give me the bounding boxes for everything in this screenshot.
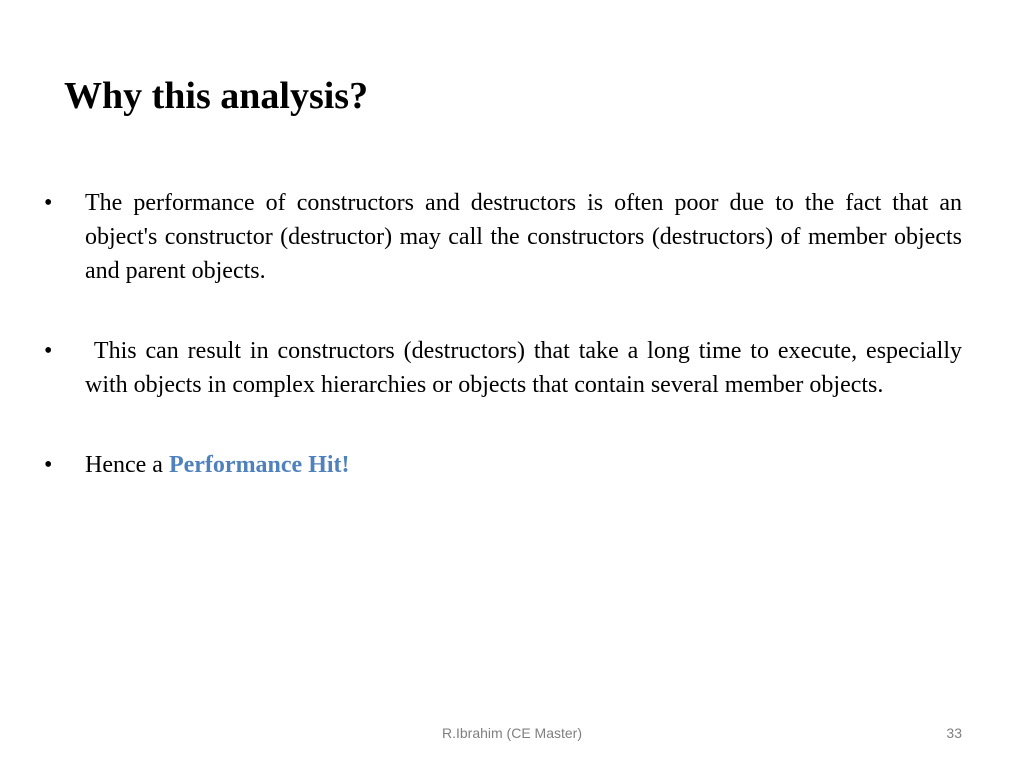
bullet-item [44, 448, 962, 482]
bullet-text: This can result in constructors (destructors) that take a long time to execute, especially with objects in complex hierarchies or objects that contain several member objects. [85, 338, 969, 398]
bullet-marker: • [44, 190, 53, 216]
bullet-item [44, 334, 969, 402]
bullet-text: The performance of constructors and destructors is often poor due to the fact that an object's constructor (destructor) may call the constructors (destructors) of member objects and parent objects. [85, 190, 962, 284]
bullet-marker: • [44, 452, 53, 478]
performance-hit-highlight: Performance Hit! [168, 452, 350, 478]
bullet-lead-text: Hence a [85, 452, 169, 478]
footer-author: R.Ibrahim (CE Master) [441, 725, 583, 741]
bullet-list [44, 186, 969, 528]
bullet-marker: • [44, 338, 53, 364]
bullet-text [85, 448, 962, 482]
slide-title: Why this analysis? [64, 75, 369, 117]
bullet-item [44, 186, 962, 288]
page-number: 33 [946, 725, 962, 741]
